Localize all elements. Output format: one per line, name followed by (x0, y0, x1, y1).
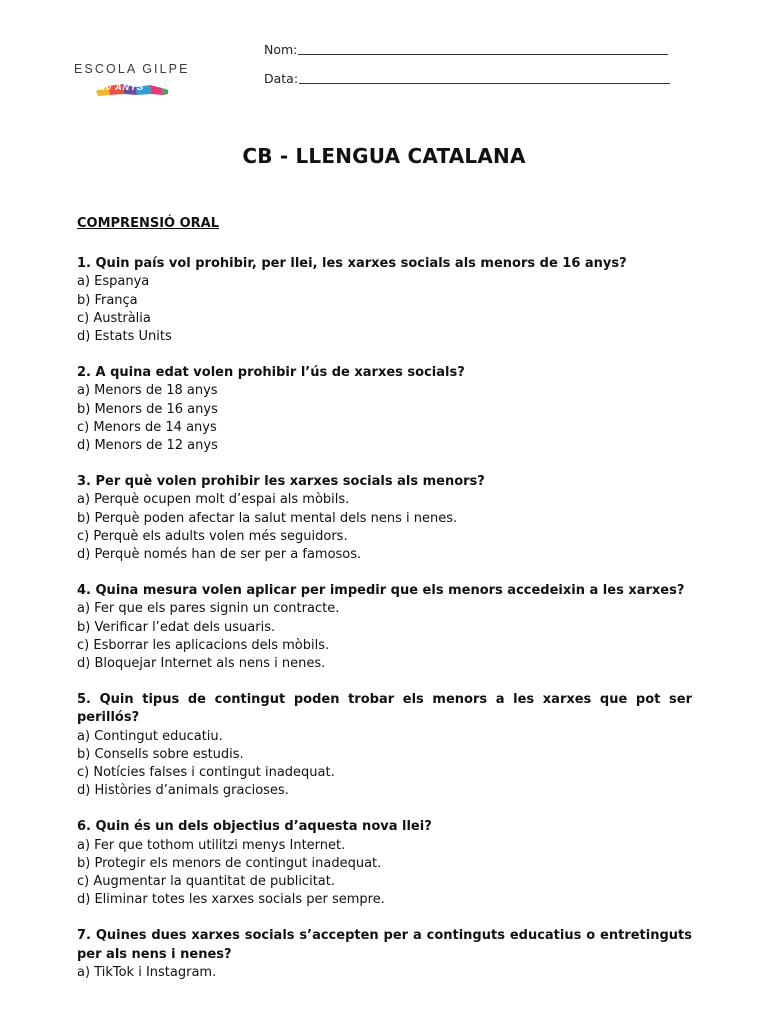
question-text: 6. Quin és un dels objectius d’aquesta nova llei? (77, 819, 432, 835)
answer-option: a) TikTok i Instagram. (77, 964, 217, 980)
page-title: CB - LLENGUA CATALANA (242, 144, 526, 168)
question-text: 1. Quin país vol prohibir, per llei, les xarxes socials als menors de 16 anys? (77, 256, 627, 271)
answer-option: b) Perquè poden afectar la salut mental dels nens i nenes. (77, 510, 458, 526)
question-7 (77, 927, 692, 982)
section-heading: COMPRENSIÓ ORAL (77, 216, 220, 231)
answer-option: b) França (77, 292, 138, 308)
answer-option: a) Espanya (77, 274, 150, 290)
answer-option: d) Bloquejar Internet als nens i nenes. (77, 656, 326, 672)
school-logo (74, 62, 190, 102)
answer-option: a) Fer que tothom utilitzi menys Internet. (77, 837, 346, 853)
name-label: Nom: (264, 42, 298, 57)
school-name: ESCOLA GILPE (74, 62, 190, 76)
answer-option: d) Estats Units (77, 329, 172, 345)
answer-option: c) Menors de 14 anys (77, 419, 217, 435)
question-5 (77, 691, 692, 801)
question-text: 2. A quina edat volen prohibir l’ús de xarxes socials? (77, 364, 465, 380)
name-line (298, 54, 668, 55)
answer-option: b) Protegir els menors de contingut inadequat. (77, 855, 382, 871)
question-list (77, 255, 692, 1000)
date-line (299, 83, 670, 84)
answer-option: b) Consells sobre estudis. (77, 746, 244, 762)
answer-option: a) Menors de 18 anys (77, 383, 218, 399)
answer-option: c) Esborrar les aplicacions dels mòbils. (77, 637, 330, 653)
answer-option: d) Històries d’animals gracioses. (77, 783, 289, 799)
answer-option: b) Verificar l’edat dels usuaris. (77, 619, 276, 635)
question-text: 5. Quin tipus de contingut poden trobar els menors a les xarxes que pot ser perillós? (77, 691, 692, 726)
answer-option: a) Perquè ocupen molt d’espai als mòbils. (77, 492, 350, 508)
question-text: 4. Quina mesura volen aplicar per impedir que els menors accedeixin a les xarxes? (77, 582, 685, 598)
answer-option: d) Menors de 12 anys (77, 438, 218, 454)
answer-option: c) Notícies falses i contingut inadequat. (77, 765, 335, 781)
question-text: 3. Per què volen prohibir les xarxes socials als menors? (77, 473, 485, 489)
question-4 (77, 582, 692, 673)
answer-option: a) Fer que els pares signin un contracte. (77, 601, 340, 617)
answer-option: d) Eliminar totes les xarxes socials per sempre. (77, 892, 385, 908)
answer-option: c) Augmentar la quantitat de publicitat. (77, 874, 335, 890)
question-text: 7. Quines dues xarxes socials s’accepten per a continguts educatius o entretinguts per als nens i nenes? (77, 928, 692, 962)
answer-option: d) Perquè només han de ser per a famosos. (77, 547, 362, 563)
question-2 (77, 364, 692, 455)
question-1 (77, 255, 692, 346)
answer-option: c) Perquè els adults volen més seguidors. (77, 528, 348, 544)
question-3 (77, 473, 692, 564)
answer-option: a) Contingut educatiu. (77, 728, 223, 744)
question-6 (77, 818, 692, 909)
answer-option: c) Austràlia (77, 310, 151, 326)
date-label: Data: (264, 71, 299, 86)
answer-option: b) Menors de 16 anys (77, 401, 218, 417)
school-ribbon-text: 50 ANYS (100, 82, 145, 92)
